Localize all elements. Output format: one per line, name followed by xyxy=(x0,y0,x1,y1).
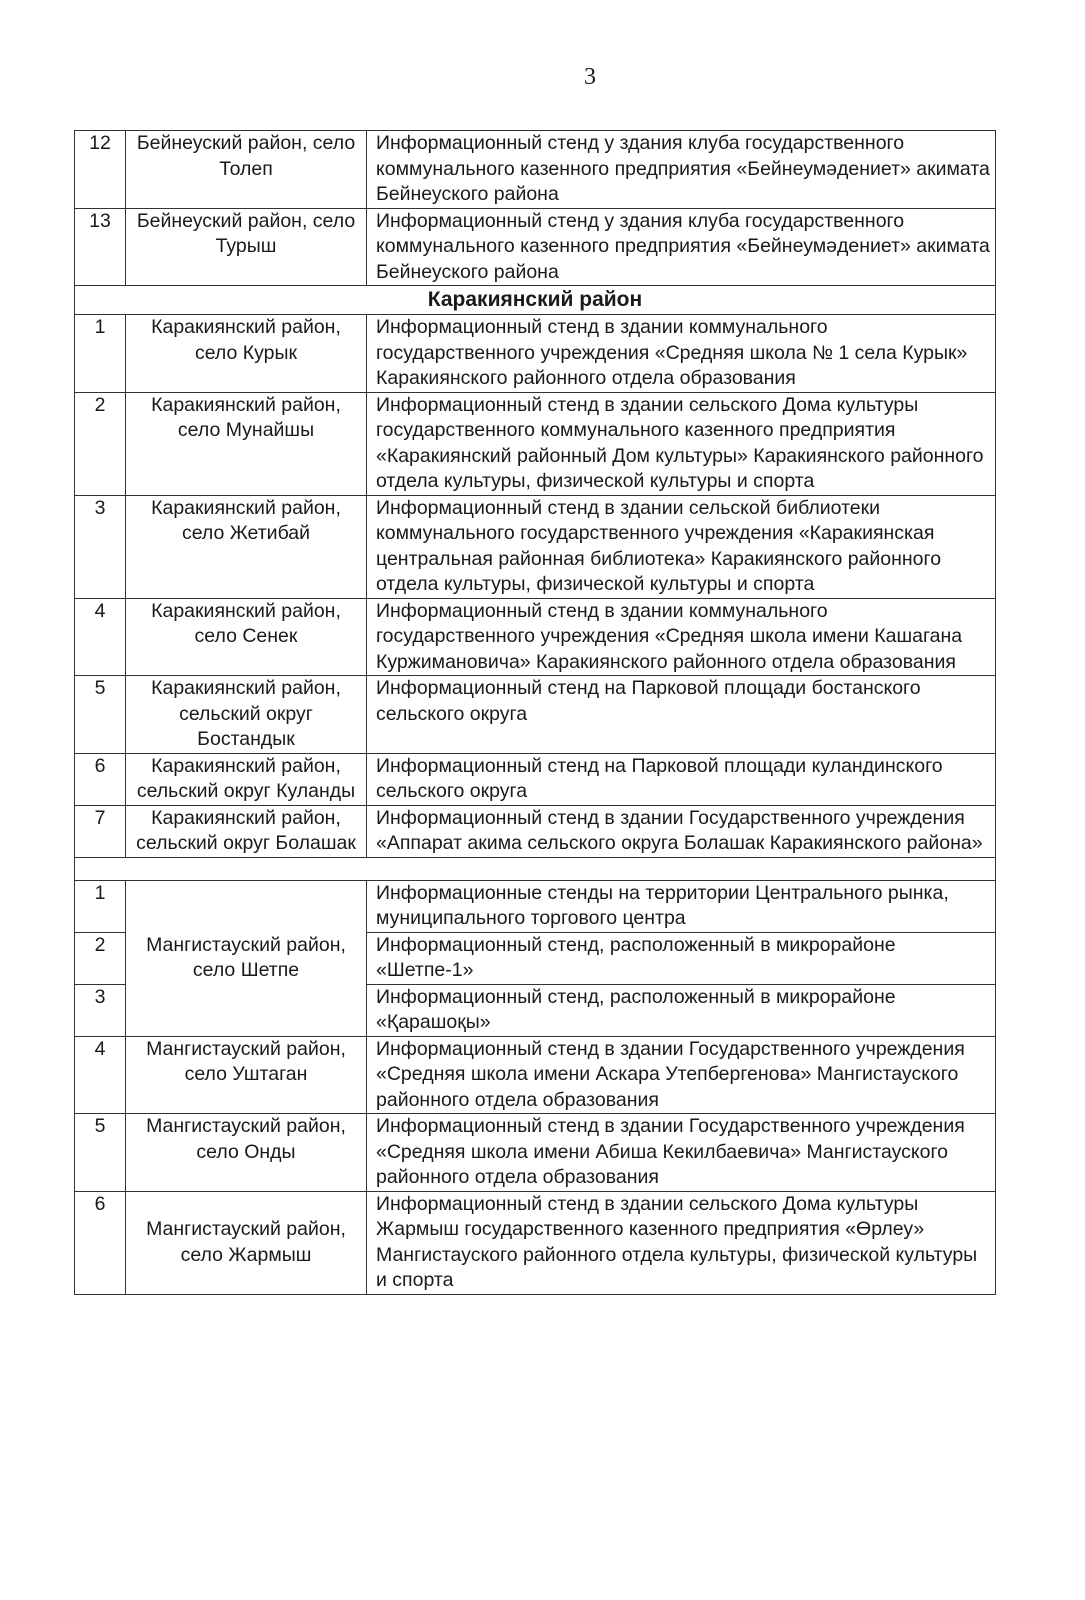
table-row xyxy=(75,392,996,495)
table-row xyxy=(75,495,996,598)
row-number: 12 xyxy=(75,131,126,209)
row-number: 3 xyxy=(75,495,126,598)
row-number: 5 xyxy=(75,1114,126,1192)
row-location: Бейнеуский район, село Турыш xyxy=(126,208,367,286)
row-location: Бейнеуский район, село Толеп xyxy=(126,131,367,209)
table-row xyxy=(75,1114,996,1192)
row-location: Каракиянский район, село Курык xyxy=(126,315,367,393)
row-location: Мангистауский район, село Уштаган xyxy=(126,1036,367,1114)
row-description: Информационный стенд в здании коммунального государственного учреждения «Средняя школа № 1 села Курык» Каракиянского районного отдела образования xyxy=(367,315,996,393)
row-location: Мангистауский район, село Онды xyxy=(126,1114,367,1192)
row-location: Каракиянский район, село Сенек xyxy=(126,598,367,676)
row-description: Информационный стенд в здании коммунального государственного учреждения «Средняя школа имени Кашагана Куржимановича» Каракиянского районного отдела образования xyxy=(367,598,996,676)
row-description: Информационный стенд на Парковой площади бостанского сельского округа xyxy=(367,676,996,754)
row-number: 4 xyxy=(75,598,126,676)
locations-table xyxy=(74,130,996,1295)
table-row xyxy=(75,315,996,393)
table-row xyxy=(75,131,996,209)
row-description: Информационный стенд, расположенный в микрорайоне «Қарашоқы» xyxy=(367,984,996,1036)
row-number: 5 xyxy=(75,676,126,754)
row-description: Информационные стенды на территории Центрального рынка, муниципального торгового центра xyxy=(367,880,996,932)
row-number: 2 xyxy=(75,932,126,984)
row-description: Информационный стенд, расположенный в микрорайоне «Шетпе-1» xyxy=(367,932,996,984)
row-number: 3 xyxy=(75,984,126,1036)
table-row xyxy=(75,805,996,857)
row-description: Информационный стенд в здании сельского Дома культуры Жармыш государственного казенного предприятия «Өрлеу» Мангистауского районного отдела культуры, физической культуры и спорта xyxy=(367,1191,996,1294)
row-description: Информационный стенд в здании Государственного учреждения «Средняя школа имени Аскара Утепбергенова» Мангистауского районного отдела образования xyxy=(367,1036,996,1114)
row-location: Мангистауский район, село Жармыш xyxy=(126,1191,367,1294)
section-header-row xyxy=(75,857,996,880)
row-description: Информационный стенд у здания клуба государственного коммунального казенного предприятия «Бейнеумәдениет» акимата Бейнеуского района xyxy=(367,208,996,286)
section-title-karakiyan: Каракиянский район xyxy=(75,286,996,315)
table-row xyxy=(75,676,996,754)
row-number: 6 xyxy=(75,753,126,805)
table-row xyxy=(75,208,996,286)
row-description: Информационный стенд в здании сельской библиотеки коммунального государственного учреждения «Каракиянская центральная районная библиотека» Каракиянского районного отдела культуры, физической культуры и спорта xyxy=(367,495,996,598)
row-location: Каракиянский район, сельский округ Болашак xyxy=(126,805,367,857)
row-location: Каракиянский район, сельский округ Куланды xyxy=(126,753,367,805)
row-location-merged: Мангистауский район, село Шетпе xyxy=(126,880,367,1036)
section-header-row xyxy=(75,286,996,315)
row-number: 13 xyxy=(75,208,126,286)
row-description: Информационный стенд в здании Государственного учреждения «Аппарат акима сельского округа Болашак Каракиянского района» xyxy=(367,805,996,857)
table-row xyxy=(75,880,996,932)
section-title-mangistau xyxy=(75,857,996,880)
row-location: Каракиянский район, село Мунайшы xyxy=(126,392,367,495)
row-description: Информационный стенд в здании сельского Дома культуры государственного коммунального казенного предприятия «Каракиянский районный Дом культуры» Каракиянского районного отдела культуры, физической культуры и спорта xyxy=(367,392,996,495)
row-number: 4 xyxy=(75,1036,126,1114)
table-row xyxy=(75,598,996,676)
row-number: 7 xyxy=(75,805,126,857)
row-number: 6 xyxy=(75,1191,126,1294)
table-row xyxy=(75,753,996,805)
page-number: 3 xyxy=(584,64,596,90)
row-location: Каракиянский район, сельский округ Бостандык xyxy=(126,676,367,754)
row-number: 1 xyxy=(75,880,126,932)
row-location: Каракиянский район, село Жетибай xyxy=(126,495,367,598)
row-description: Информационный стенд на Парковой площади куландинского сельского округа xyxy=(367,753,996,805)
row-description: Информационный стенд в здании Государственного учреждения «Средняя школа имени Абиша Кекилбаевича» Мангистауского районного отдела образования xyxy=(367,1114,996,1192)
table-row xyxy=(75,1036,996,1114)
table-row xyxy=(75,1191,996,1294)
row-number: 1 xyxy=(75,315,126,393)
row-description: Информационный стенд у здания клуба государственного коммунального казенного предприятия «Бейнеумәдениет» акимата Бейнеуского района xyxy=(367,131,996,209)
row-number: 2 xyxy=(75,392,126,495)
